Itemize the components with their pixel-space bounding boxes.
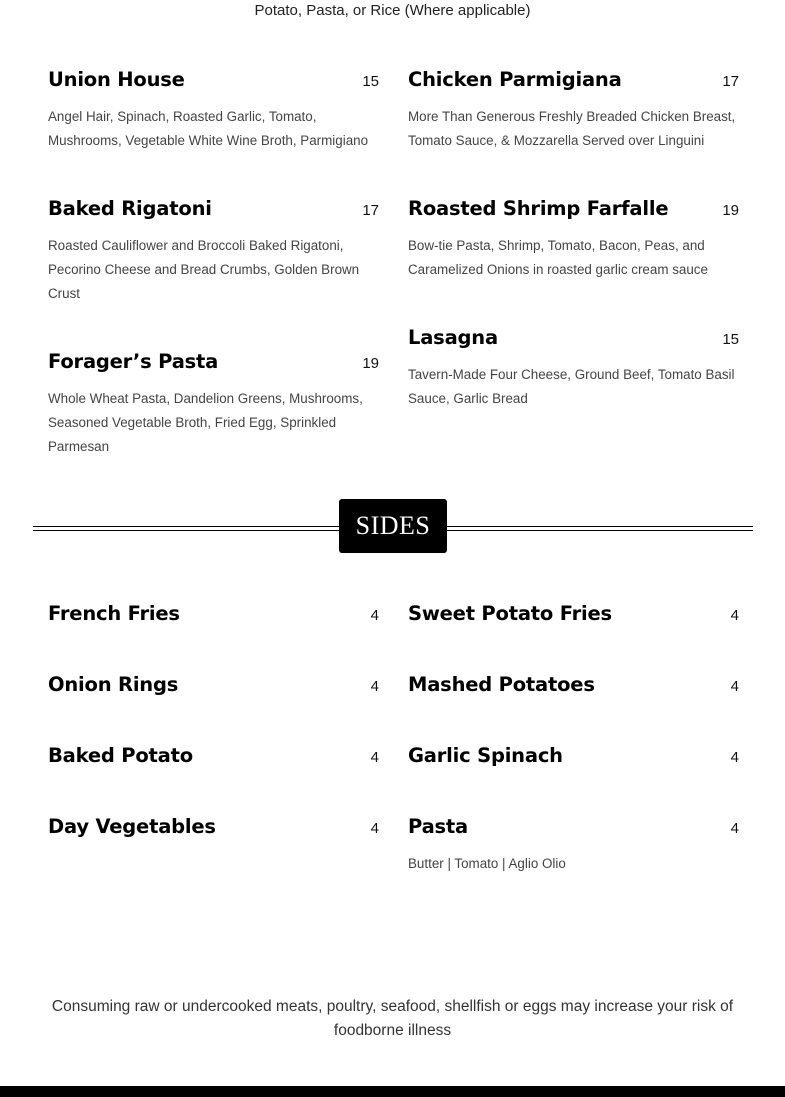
side-item xyxy=(48,602,379,630)
item-price: 4 xyxy=(370,749,379,766)
item-description: Angel Hair, Spinach, Roasted Garlic, Tomato, Mushrooms, Vegetable White Wine Broth, Parmigiano xyxy=(48,109,369,148)
health-disclaimer: Consuming raw or undercooked meats, poultry, seafood, shellfish or eggs may increase your risk of foodborne illness xyxy=(51,998,734,1039)
item-price: 19 xyxy=(362,355,379,372)
item-name: Mashed Potatoes xyxy=(408,673,595,696)
footer-bar xyxy=(0,1086,785,1097)
menu-item xyxy=(48,197,379,306)
side-item xyxy=(48,815,379,843)
item-description: Tavern-Made Four Cheese, Ground Beef, Tomato Basil Sauce, Garlic Bread xyxy=(408,367,735,406)
side-item xyxy=(408,744,739,772)
item-name: Forager’s Pasta xyxy=(48,350,219,373)
side-item xyxy=(48,673,379,701)
side-item xyxy=(408,673,739,701)
item-name: French Fries xyxy=(48,602,180,625)
item-price: 4 xyxy=(730,607,739,624)
item-description: Whole Wheat Pasta, Dandelion Greens, Mushrooms, Seasoned Vegetable Broth, Fried Egg, Sprinkled Parmesan xyxy=(48,391,363,454)
item-description: Roasted Cauliflower and Broccoli Baked Rigatoni, Pecorino Cheese and Bread Crumbs, Golden Brown Crust xyxy=(48,238,360,301)
side-item xyxy=(48,744,379,772)
item-price: 4 xyxy=(370,607,379,624)
item-description: Butter | Tomato | Aglio Olio xyxy=(408,856,566,871)
item-price: 17 xyxy=(722,73,739,90)
side-item xyxy=(408,602,739,630)
item-name: Baked Rigatoni xyxy=(48,197,212,220)
item-name: Pasta xyxy=(408,815,469,838)
item-name: Day Vegetables xyxy=(48,815,216,838)
item-description: More Than Generous Freshly Breaded Chicken Breast, Tomato Sauce, & Mozzarella Served over Linguini xyxy=(408,109,736,148)
item-name: Garlic Spinach xyxy=(408,744,563,767)
item-description: Bow-tie Pasta, Shrimp, Tomato, Bacon, Peas, and Caramelized Onions in roasted garlic cream sauce xyxy=(408,238,708,277)
menu-item xyxy=(48,350,379,459)
item-price: 4 xyxy=(730,749,739,766)
item-name: Union House xyxy=(48,68,185,91)
side-item xyxy=(408,815,739,876)
section-heading-sides: SIDES xyxy=(339,499,447,553)
item-price: 4 xyxy=(730,820,739,837)
item-price: 19 xyxy=(722,202,739,219)
item-price: 15 xyxy=(722,331,739,348)
item-price: 17 xyxy=(362,202,379,219)
item-name: Chicken Parmigiana xyxy=(408,68,622,91)
menu-item xyxy=(408,326,739,411)
menu-item xyxy=(48,68,379,153)
item-price: 4 xyxy=(370,678,379,695)
section-subtitle: Potato, Pasta, or Rice (Where applicable) xyxy=(254,2,531,19)
item-price: 15 xyxy=(362,73,379,90)
item-name: Roasted Shrimp Farfalle xyxy=(408,197,669,220)
item-price: 4 xyxy=(730,678,739,695)
item-name: Onion Rings xyxy=(48,673,179,696)
item-name: Lasagna xyxy=(408,326,498,349)
menu-item xyxy=(408,197,739,282)
item-name: Baked Potato xyxy=(48,744,193,767)
item-name: Sweet Potato Fries xyxy=(408,602,612,625)
menu-item xyxy=(408,68,739,153)
item-price: 4 xyxy=(370,820,379,837)
